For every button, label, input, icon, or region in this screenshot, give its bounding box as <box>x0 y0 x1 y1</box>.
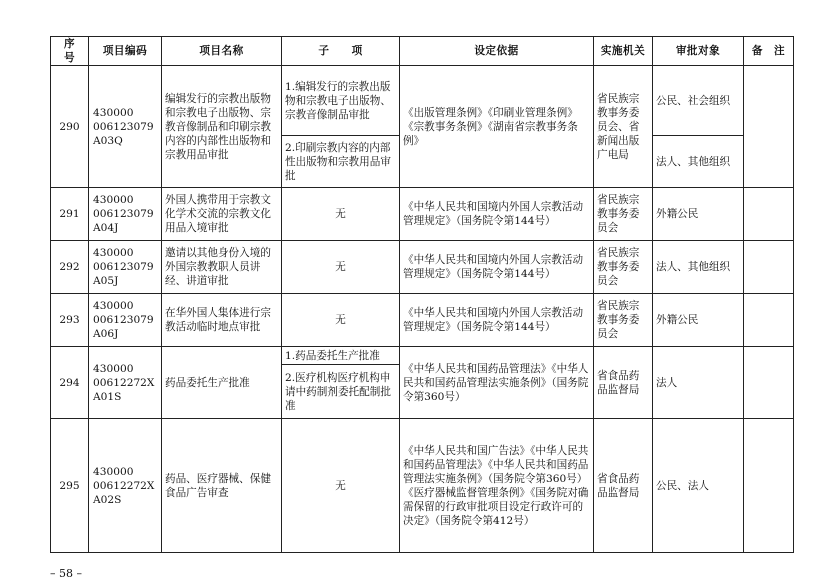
cell-sub: 1.药品委托生产批准 <box>282 347 400 365</box>
code-line: 006123079 <box>93 120 154 133</box>
code-line: 430000 <box>93 300 134 312</box>
code-line: 430000 <box>93 194 134 206</box>
code-line: A02S <box>93 493 122 506</box>
code-line: A03Q <box>93 134 123 147</box>
cell-sub: 无 <box>282 241 400 294</box>
code-line: 430000 <box>93 362 134 375</box>
code-line: A05J <box>93 275 119 287</box>
cell-basis: 《中华人民共和国境内外国人宗教活动管理规定》（国务院令第144号） <box>400 294 594 347</box>
cell-sub: 2.医疗机构医疗机构申请中药制剂委托配制批准 <box>282 365 400 419</box>
code-line: 430000 <box>93 247 134 259</box>
cell-code <box>89 66 162 188</box>
cell-basis: 《中华人民共和国广告法》《中华人民共和国药品管理法》《中华人民共和国药品管理法实施条例》（国务院令第360号）《医疗器械监督管理条例》《国务院对确需保留的行政审批项目设定行政许可的决定》（国务院令第412号） <box>400 419 594 553</box>
header-name: 项目名称 <box>162 37 282 66</box>
cell-note <box>744 347 794 419</box>
cell-target: 法人、其他组织 <box>653 241 744 294</box>
table-row <box>51 294 794 347</box>
cell-target: 法人、其他组织 <box>653 136 744 188</box>
cell-code <box>89 347 162 419</box>
cell-name: 外国人携带用于宗教文化学术交流的宗教文化用品入境审批 <box>162 188 282 241</box>
cell-name: 邀请以其他身份入境的外国宗教教职人员讲经、讲道审批 <box>162 241 282 294</box>
code-line: 006123079 <box>93 261 154 273</box>
cell-seq: 294 <box>51 347 89 419</box>
cell-name: 编辑发行的宗教出版物和宗教电子出版物、宗教音像制品和印刷宗教内容的内部性出版物和宗教用品审批 <box>162 66 282 188</box>
cell-name: 药品委托生产批准 <box>162 347 282 419</box>
code-line: 006123079 <box>93 314 154 326</box>
cell-target: 公民、社会组织 <box>653 66 744 136</box>
cell-target: 外籍公民 <box>653 294 744 347</box>
cell-basis: 《中华人民共和国境内外国人宗教活动管理规定》（国务院令第144号） <box>400 188 594 241</box>
header-note: 备 注 <box>744 37 794 66</box>
approval-items-table <box>50 36 794 553</box>
code-line: 430000 <box>93 465 134 478</box>
cell-target: 公民、法人 <box>653 419 744 553</box>
header-seq: 序 号 <box>51 37 89 66</box>
cell-name: 药品、医疗器械、保健食品广告审查 <box>162 419 282 553</box>
code-line: 006123079 <box>93 208 154 220</box>
cell-agency: 省食品药品监督局 <box>594 419 653 553</box>
table-row <box>51 347 794 365</box>
code-line: 430000 <box>93 106 134 119</box>
cell-note <box>744 241 794 294</box>
cell-sub: 无 <box>282 419 400 553</box>
header-target: 审批对象 <box>653 37 744 66</box>
cell-seq: 290 <box>51 66 89 188</box>
code-line: 00612272X <box>93 376 155 389</box>
cell-agency: 省民族宗教事务委员会 <box>594 241 653 294</box>
cell-agency: 省民族宗教事务委员会 <box>594 188 653 241</box>
table-header-row <box>51 37 794 66</box>
header-agency: 实施机关 <box>594 37 653 66</box>
cell-sub: 2.印刷宗教内容的内部性出版物和宗教用品审批 <box>282 136 400 188</box>
cell-sub: 1.编辑发行的宗教出版物和宗教电子出版物、宗教音像制品审批 <box>282 66 400 136</box>
table-row <box>51 66 794 136</box>
cell-basis: 《中华人民共和国药品管理法》《中华人民共和国药品管理法实施条例》（国务院令第360号） <box>400 347 594 419</box>
cell-basis: 《出版管理条例》《印刷业管理条例》《宗教事务条例》《湖南省宗教事务条例》 <box>400 66 594 188</box>
header-basis: 设定依据 <box>400 37 594 66</box>
table-row <box>51 419 794 553</box>
cell-target: 法人 <box>653 347 744 419</box>
table-row <box>51 188 794 241</box>
cell-sub: 无 <box>282 294 400 347</box>
cell-agency: 省民族宗教事务委员会、省新闻出版广电局 <box>594 66 653 188</box>
cell-code <box>89 188 162 241</box>
header-sub: 子 项 <box>282 37 400 66</box>
cell-seq: 295 <box>51 419 89 553</box>
cell-sub: 无 <box>282 188 400 241</box>
cell-target: 外籍公民 <box>653 188 744 241</box>
cell-seq: 292 <box>51 241 89 294</box>
code-line: A06J <box>93 328 119 340</box>
page-number: – 58 – <box>50 567 82 580</box>
cell-basis: 《中华人民共和国境内外国人宗教活动管理规定》（国务院令第144号） <box>400 241 594 294</box>
cell-code <box>89 241 162 294</box>
code-line: 00612272X <box>93 479 155 492</box>
cell-note <box>744 419 794 553</box>
table-row <box>51 241 794 294</box>
cell-code <box>89 294 162 347</box>
cell-seq: 293 <box>51 294 89 347</box>
header-code: 项目编码 <box>89 37 162 66</box>
cell-code <box>89 419 162 553</box>
cell-agency: 省民族宗教事务委员会 <box>594 294 653 347</box>
cell-note <box>744 188 794 241</box>
cell-note <box>744 66 794 188</box>
cell-seq: 291 <box>51 188 89 241</box>
code-line: A01S <box>93 390 122 403</box>
cell-agency: 省食品药品监督局 <box>594 347 653 419</box>
code-line: A04J <box>93 222 119 234</box>
cell-name: 在华外国人集体进行宗教活动临时地点审批 <box>162 294 282 347</box>
cell-note <box>744 294 794 347</box>
